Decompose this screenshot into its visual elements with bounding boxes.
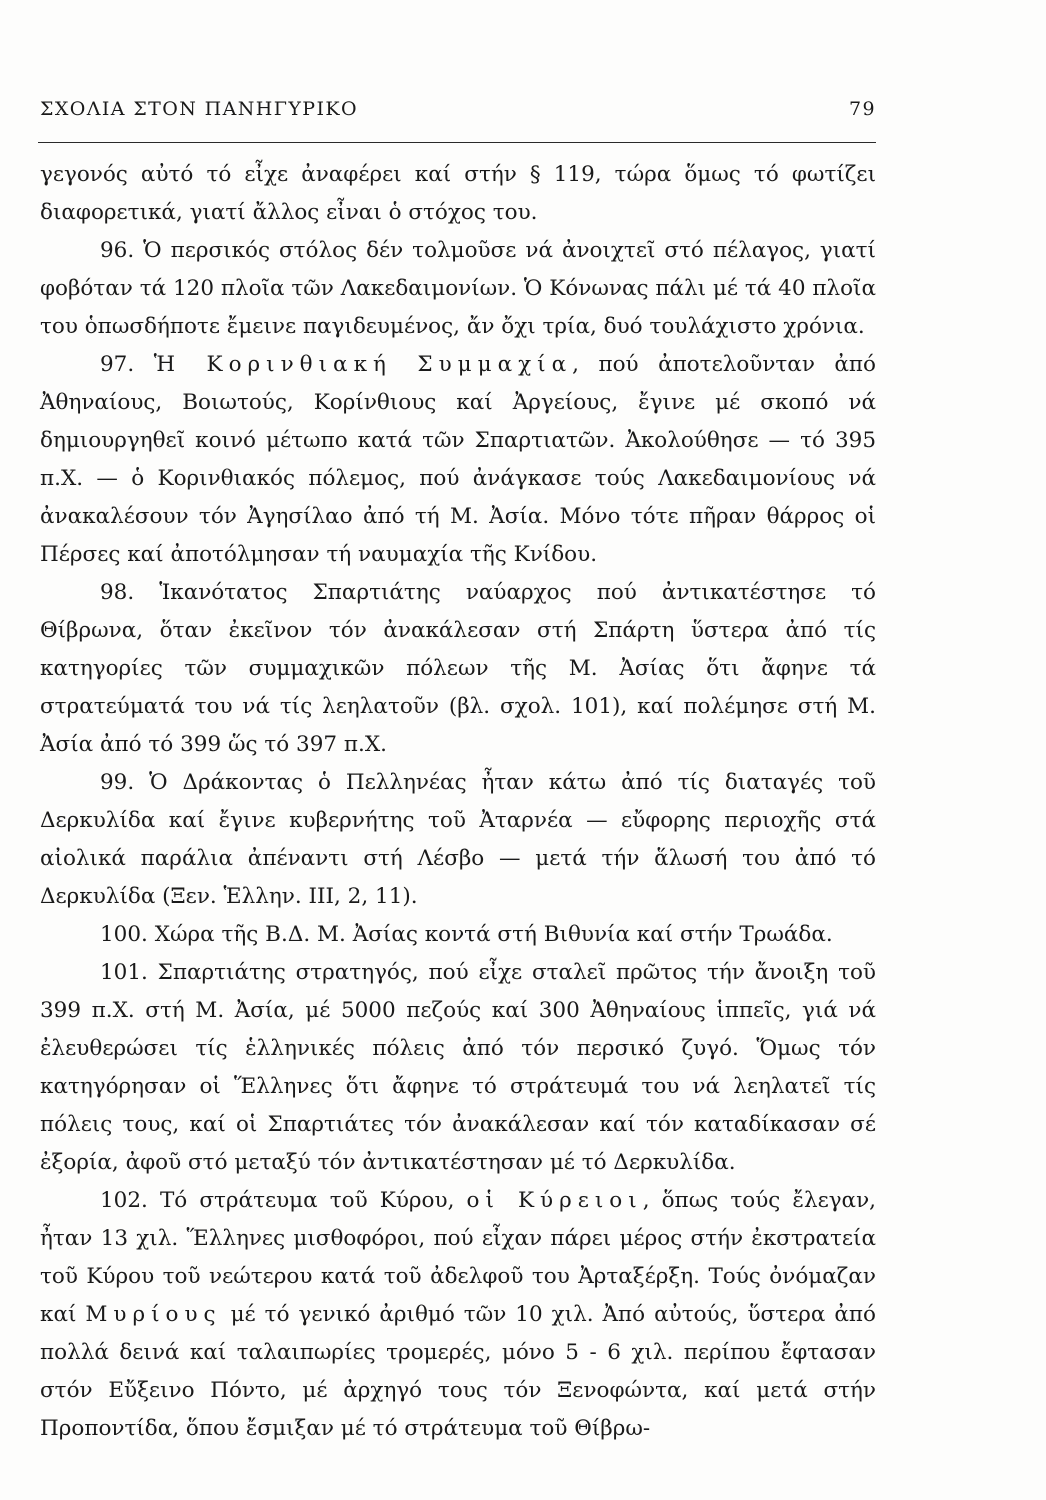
note-102: [40, 1182, 876, 1448]
page-number: 79: [849, 98, 876, 120]
running-header-title: ΣΧΟΛΙΑ ΣΤΟΝ ΠΑΝΗΓΥΡΙΚΟ: [40, 98, 358, 120]
note-97: [40, 346, 876, 574]
spaced-term: οἱ Κύρειοι: [466, 1188, 643, 1213]
spaced-term: Ἡ Κορινθιακή Συμμαχία: [153, 352, 573, 377]
note-number: 102.: [100, 1188, 148, 1213]
running-header: [40, 98, 876, 120]
note-98: 98. Ἱκανότατος Σπαρτιάτης ναύαρχος πού ἀντικατέστησε τό Θίβρωνα, ὅταν ἐκεῖνον τόν ἀνακάλεσαν στή Σπάρτη ὕστερα ἀπό τίς κατηγορίες τῶν συμμαχικῶν πόλεων τῆς Μ. Ἀσίας ὅτι ἄφηνε τά στρατεύματά του νά τίς λεηλατοῦν (βλ. σχολ. 101), καί πολέμησε στή Μ. Ἀσία ἀπό τό 399 ὥς τό 397 π.Χ.: [40, 580, 876, 757]
note-96: 96. Ὁ περσικός στόλος δέν τολμοῦσε νά ἀνοιχτεῖ στό πέλαγος, γιατί φοβόταν τά 120 πλοῖα τῶν Λακεδαιμονίων. Ὁ Κόνωνας πάλι μέ τά 40 πλοῖα του ὁπωσδήποτε ἔμεινε παγιδευμένος, ἄν ὄχι τρία, δυό τουλάχιστο χρόνια.: [40, 238, 876, 339]
note-101: 101. Σπαρτιάτης στρατηγός, πού εἶχε σταλεῖ πρῶτος τήν ἄνοιξη τοῦ 399 π.Χ. στή Μ. Ἀσία, μέ 5000 πεζούς καί 300 Ἀθηναίους ἱππεῖς, γιά νά ἐλευθερώσει τίς ἑλληνικές πόλεις ἀπό τόν περσικό ζυγό. Ὅμως τόν κατηγόρησαν οἱ Ἕλληνες ὅτι ἄφηνε τό στράτευμά του νά λεηλατεῖ τίς πόλεις τους, καί οἱ Σπαρτιάτες τόν ἀνακάλεσαν καί τόν καταδίκασαν σέ ἐξορία, ἀφοῦ στό μεταξύ τόν ἀντικατέστησαν μέ τό Δερκυλίδα.: [40, 960, 876, 1175]
note-text: Τό στράτευμα τοῦ Κύρου,: [147, 1188, 467, 1213]
note-text: , ὅπως τούς ἔλεγαν, ἦταν 13 χιλ. Ἕλληνες μισθοφόροι, πού εἶχαν πάρει μέρος στήν ἐκστρατεία τοῦ Κύρου τοῦ νεώτερου κατά τοῦ ἀδελφοῦ του Ἀρταξέρξη. Τούς ὀνόμαζαν καί: [40, 1188, 876, 1327]
note-99: 99. Ὁ Δράκοντας ὁ Πελληνέας ἦταν κάτω ἀπό τίς διαταγές τοῦ Δερκυλίδα καί ἔγινε κυβερνήτης τοῦ Ἀταρνέα — εὔφορης περιοχῆς στά αἰολικά παράλια ἀπέναντι στή Λέσβο — μετά τήν ἅλωσή του ἀπό τό Δερκυλίδα (Ξεν. Ἑλλην. III, 2, 11).: [40, 770, 876, 909]
note-text: , πού ἀποτελοῦνταν ἀπό Ἀθηναίους, Βοιωτούς, Κορίνθιους καί Ἀργείους, ἔγινε μέ σκοπό νά δημιουργηθεῖ κοινό μέτωπο κατά τῶν Σπαρτιατῶν. Ἀκολούθησε — τό 395 π.Χ. — ὁ Κορινθιακός πόλεμος, πού ἀνάγκασε τούς Λακεδαιμονίους νά ἀνακαλέσουν τόν Ἀγησίλαο ἀπό τή Μ. Ἀσία. Μόνο τότε πῆραν θάρρος οἱ Πέρσες καί ἀποτόλμησαν τή ναυμαχία τῆς Κνίδου.: [40, 352, 876, 567]
notes-body: [40, 156, 876, 1448]
note-text: μέ τό γενικό ἀριθμό τῶν 10 χιλ. Ἀπό αὐτούς, ὕστερα ἀπό πολλά δεινά καί ταλαιπωρίες τρομερές, μόνο 5 - 6 χιλ. περίπου ἔφτασαν στόν Εὔξεινο Πόντο, μέ ἀρχηγό τους τόν Ξενοφώντα, καί μετά στήν Προποντίδα, ὅπου ἔσμιξαν μέ τό στράτευμα τοῦ Θίβρω-: [40, 1302, 876, 1441]
note-number: 97.: [100, 352, 135, 377]
spaced-term: Μυρίους: [85, 1302, 222, 1327]
header-rule: [38, 142, 876, 143]
note-100: 100. Χώρα τῆς Β.Δ. Μ. Ἀσίας κοντά στή Βιθυνία καί στήν Τρωάδα.: [100, 922, 833, 947]
note-continuation: γεγονός αὐτό τό εἶχε ἀναφέρει καί στήν § 119, τώρα ὅμως τό φωτίζει διαφορετικά, γιατί ἄλλος εἶναι ὁ στόχος του.: [40, 162, 876, 225]
